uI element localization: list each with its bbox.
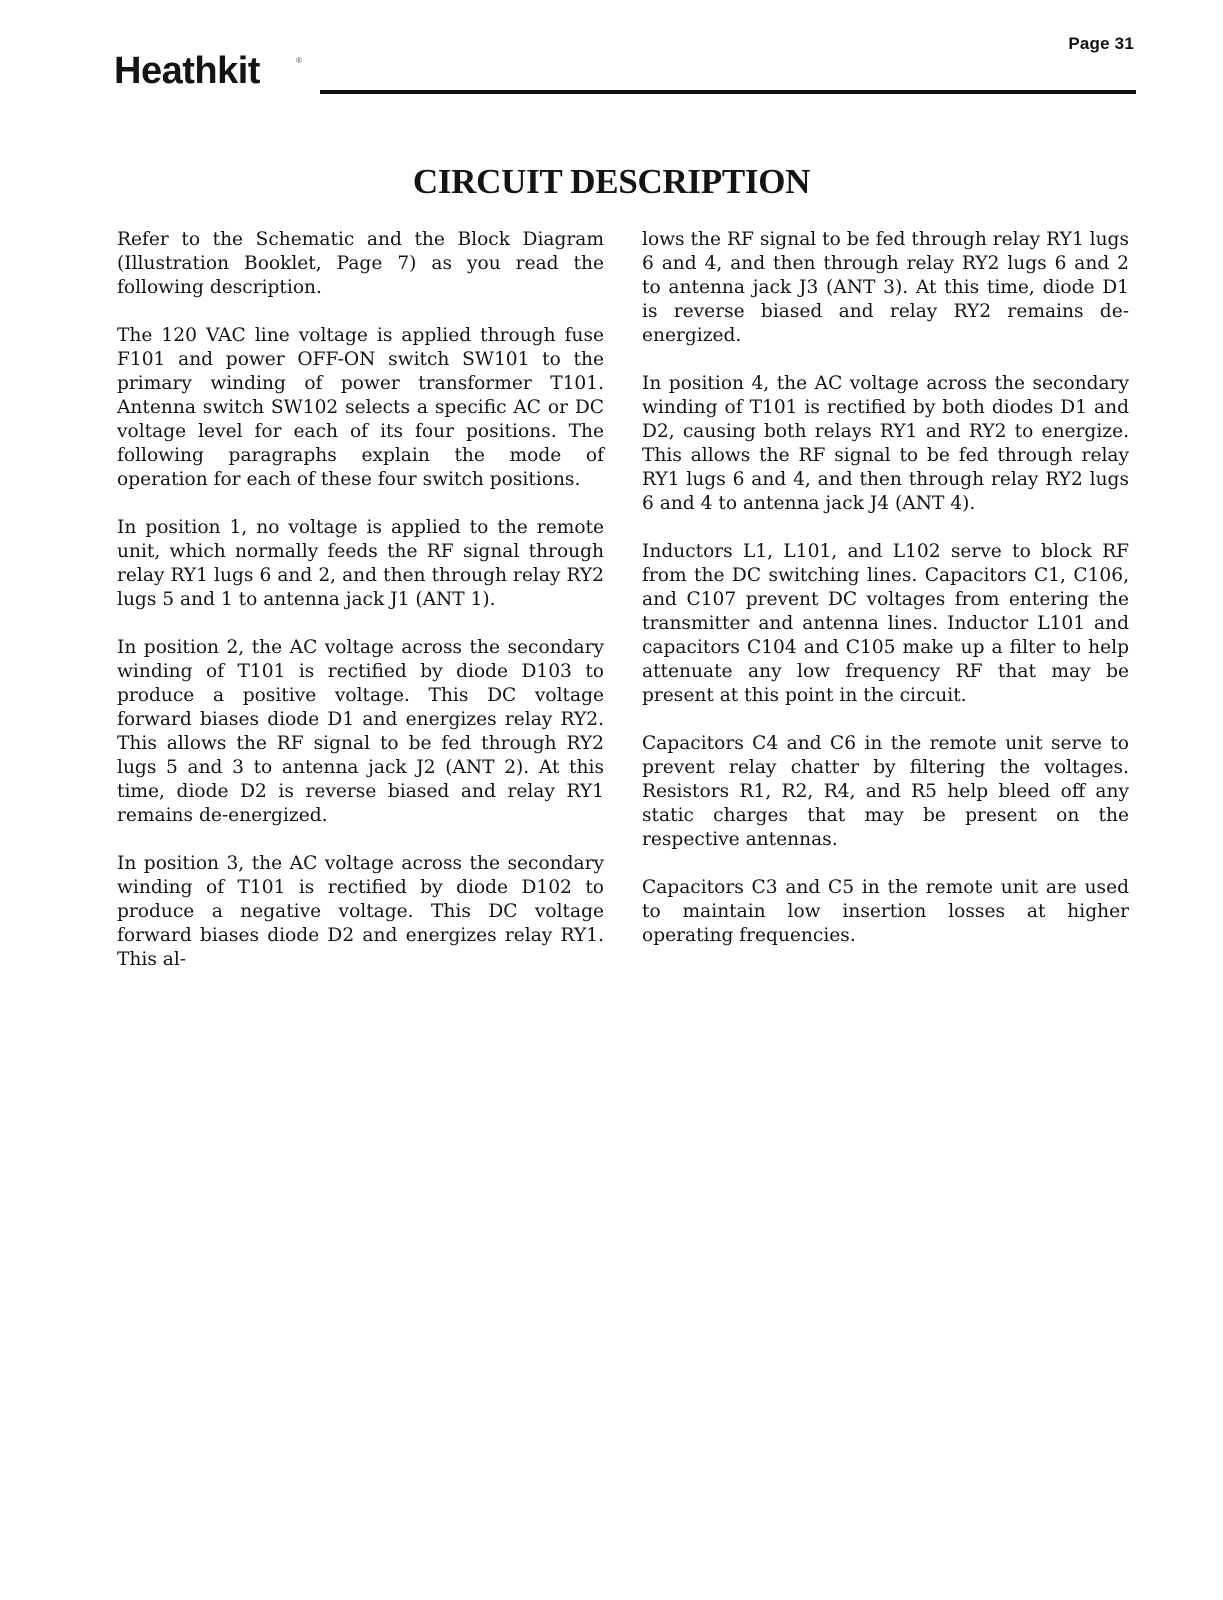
- paragraph-position-3: In position 3, the AC voltage across the secondary winding of T101 is rectified by diode D102 to produce a negative voltage. This DC voltage forward biases diode D2 and energizes relay RY1. This al-: [117, 853, 604, 970]
- registered-mark: ®: [296, 56, 302, 65]
- paragraph-position-4: In position 4, the AC voltage across the secondary winding of T101 is rectified by both diodes D1 and D2, causing both relays RY1 and RY2 to energize. This allows the RF signal to be fed through relay RY1 lugs 6 and 4, and then through relay RY2 lugs 6 and 4 to antenna jack J4 (ANT 4).: [642, 373, 1129, 514]
- paragraph-capacitors-c3-c5: Capacitors C3 and C5 in the remote unit are used to maintain low insertion losses at higher operating frequencies.: [642, 877, 1129, 946]
- page-title: CIRCUIT DESCRIPTION: [412, 162, 811, 201]
- page-number: Page 31: [1068, 34, 1134, 53]
- header-rule: [320, 90, 1136, 94]
- paragraph-inductors: Inductors L1, L101, and L102 serve to block RF from the DC switching lines. Capacitors C1, C106, and C107 prevent DC voltages from entering the transmitter and antenna lines. Inductor L101 and capacitors C104 and C105 make up a filter to help attenuate any low frequency RF that may be present at this point in the circuit.: [642, 541, 1129, 706]
- paragraph-line-voltage: The 120 VAC line voltage is applied through fuse F101 and power OFF-ON switch SW101 to the primary winding of power transformer T101. Antenna switch SW102 selects a specific AC or DC voltage level for each of its four positions. The following paragraphs explain the mode of operation for each of these four switch positions.: [117, 325, 604, 490]
- paragraph-position-1: In position 1, no voltage is applied to the remote unit, which normally feeds the RF signal through relay RY1 lugs 6 and 2, and then through relay RY2 lugs 5 and 1 to antenna jack J1 (ANT 1).: [117, 517, 604, 610]
- left-column: [117, 228, 604, 996]
- paragraph-capacitors-c4-c6: Capacitors C4 and C6 in the remote unit serve to prevent relay chatter by filtering the voltages. Resistors R1, R2, R4, and R5 help bleed off any static charges that may be present on the respective antennas.: [642, 733, 1129, 850]
- right-column: [642, 228, 1129, 972]
- paragraph-intro: Refer to the Schematic and the Block Diagram (Illustration Booklet, Page 7) as you read the following description.: [117, 229, 604, 298]
- brand-logo: Heathkit: [114, 50, 260, 92]
- paragraph-position-3-continued: lows the RF signal to be fed through relay RY1 lugs 6 and 4, and then through relay RY2 lugs 6 and 2 to antenna jack J3 (ANT 3). At this time, diode D1 is reverse biased and relay RY2 remains de-energized.: [642, 229, 1129, 346]
- paragraph-position-2: In position 2, the AC voltage across the secondary winding of T101 is rectified by diode D103 to produce a positive voltage. This DC voltage forward biases diode D1 and energizes relay RY2. This allows the RF signal to be fed through RY2 lugs 5 and 3 to antenna jack J2 (ANT 2). At this time, diode D2 is reverse biased and relay RY1 remains de-energized.: [117, 637, 604, 826]
